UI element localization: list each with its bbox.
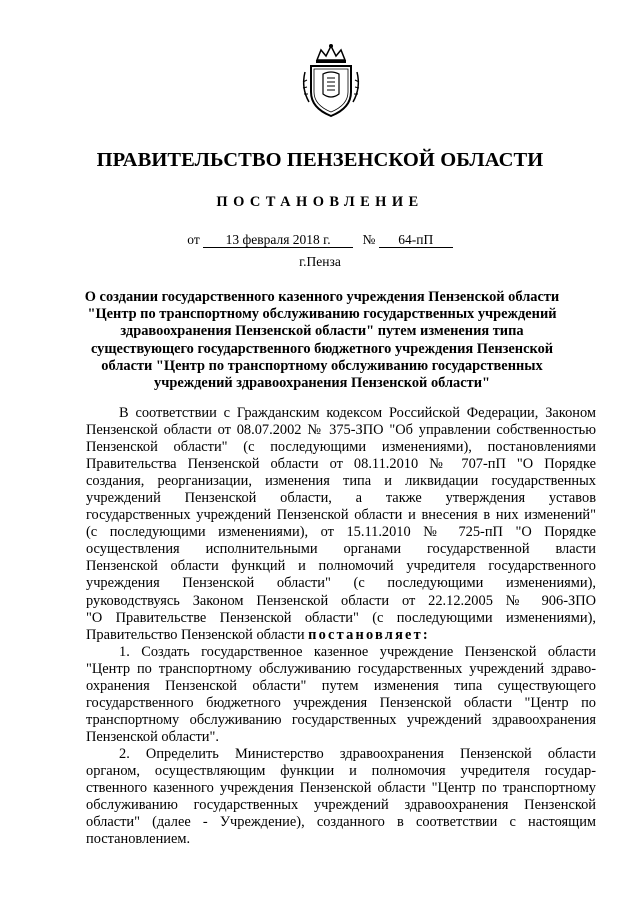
text-line — [86, 627, 596, 644]
text-line: области" (далее - Учреждение), созданного в соответствии с настоящим — [86, 814, 596, 831]
text-line: Пензенской области" (с последующими изменениями), постановлениями — [86, 439, 596, 456]
text-line: учреждений Пензенской области, а также утверждения уставов — [86, 490, 596, 507]
title-line: "Центр по транспортному обслуживанию государственных учреждений — [87, 306, 557, 323]
resolves-word: постановляет: — [308, 626, 430, 643]
text-line: государственных учреждений Пензенской области и внесения в них изменений" — [86, 507, 596, 524]
text-line: Пензенской области". — [86, 728, 219, 745]
title-line: области "Центр по транспортному обслуживанию государственных — [101, 357, 543, 374]
coat-of-arms-emblem — [299, 42, 363, 120]
preamble-end-text: Правительство Пензенской области — [86, 626, 305, 643]
document-date: 13 февраля 2018 г. — [203, 233, 353, 248]
text-line: 1. Создать государственное казенное учреждение Пензенской области — [119, 643, 596, 660]
date-number-line — [0, 232, 640, 248]
text-line: 2. Определить Министерство здравоохранения Пензенской области — [119, 745, 596, 762]
text-line: В соответствии с Гражданским кодексом Российской Федерации, Законом — [119, 405, 596, 421]
document-type: ПОСТАНОВЛЕНИЕ — [216, 194, 424, 210]
text-line: учреждения Пензенской области" (с последующими изменениями), — [86, 575, 596, 592]
text-line: государственного бюджетного учреждения Пензенской области "Центр по — [86, 694, 596, 711]
item-2-paragraph — [86, 746, 596, 848]
text-line: Пензенской области от 08.07.2002 № 375-ЗПО "Об управлении собственностью — [86, 422, 596, 439]
text-line: охранения Пензенской области" путем изменения типа существующего — [86, 677, 596, 694]
text-line: создания, реорганизации, изменения типа и ликвидации государственных — [86, 473, 596, 490]
title-line: О создании государственного казенного учреждения Пензенской области — [84, 289, 560, 305]
text-line: транспортному обслуживанию государственных учреждений здравоохранения — [86, 711, 596, 728]
text-line: осуществления исполнительными органами государственной власти — [86, 541, 596, 558]
document-body — [86, 405, 596, 848]
document-number: 64-пП — [379, 233, 453, 248]
text-line: "О Правительстве Пензенской области" (с последующими изменениями), — [86, 609, 596, 626]
text-line: органом, осуществляющим функции и полномочия учредителя государ- — [86, 762, 596, 779]
title-line: существующего государственного бюджетного учреждения Пензенской — [90, 340, 554, 357]
text-line: Правительства Пензенской области от 08.11.2010 № 707-пП "О Порядке — [86, 456, 596, 473]
text-line: "Центр по транспортному обслуживанию государственных учреждений здраво- — [86, 660, 596, 677]
text-line: (с последующими изменениями), от 15.11.2010 № 725-пП "О Порядке — [86, 524, 596, 541]
item-1-paragraph — [86, 644, 596, 746]
number-sign: № — [362, 232, 376, 247]
date-prefix: от — [187, 232, 200, 247]
text-line: обслуживанию государственных учреждений здравоохранения Пензенской — [86, 797, 596, 814]
preamble-paragraph — [86, 405, 596, 644]
text-line: постановлением. — [86, 831, 191, 848]
title-line: учреждений здравоохранения Пензенской области" — [154, 375, 490, 392]
document-title — [82, 289, 562, 392]
title-line: здравоохранения Пензенской области" путем изменения типа — [120, 323, 524, 340]
text-line: Пензенской области функций и полномочий учредителя государственного — [86, 558, 596, 575]
city: г.Пенза — [299, 254, 341, 269]
text-line: руководствуясь Законом Пензенской области от 22.12.2005 № 906-ЗПО — [86, 592, 596, 609]
organization-title: ПРАВИТЕЛЬСТВО ПЕНЗЕНСКОЙ ОБЛАСТИ — [96, 149, 544, 171]
text-line: ственного казенного учреждения Пензенской области "Центр по транспортному — [86, 780, 596, 797]
